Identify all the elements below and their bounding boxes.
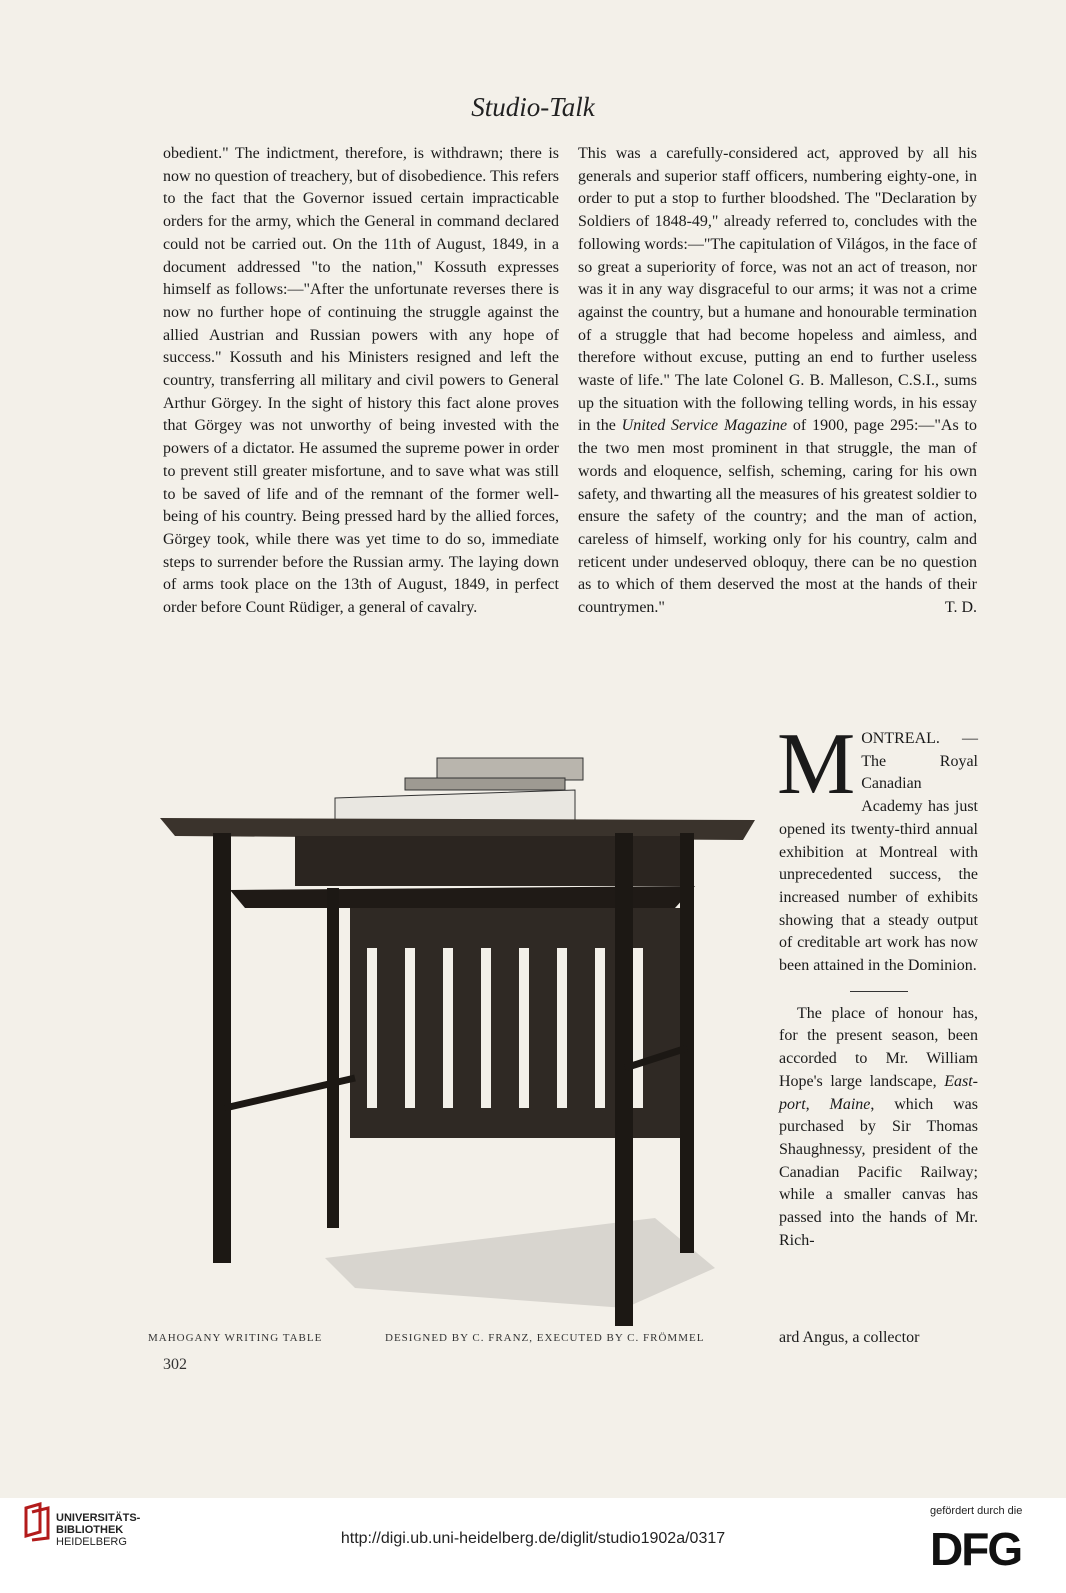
library-line-2: BIBLIOTHEK bbox=[56, 1524, 124, 1536]
text-column-right bbox=[578, 143, 977, 620]
writing-box-base bbox=[405, 778, 565, 790]
running-title: Studio-Talk bbox=[471, 92, 595, 122]
figure-caption-credit: DESIGNED BY C. FRANZ, EXECUTED BY C. FRÖMMEL bbox=[385, 1332, 705, 1344]
writing-box bbox=[437, 758, 583, 780]
funding-label: gefördert durch die bbox=[930, 1505, 1023, 1517]
figure-caption-title: MAHOGANY WRITING TABLE bbox=[148, 1332, 323, 1344]
table-shadow bbox=[325, 1218, 715, 1308]
author-signature: T. D. bbox=[944, 599, 977, 617]
magazine-title: United Service Magazine bbox=[621, 417, 788, 435]
drop-cap: M bbox=[777, 716, 856, 813]
dfg-logo: DFG bbox=[930, 1523, 1022, 1575]
montreal-section bbox=[777, 716, 979, 1252]
column-left-text: obedient." The indictment, therefore, is withdrawn; there is now no question of treachery, but of disobedience. This refers to the fact that the Governor issued certain impracticable orders for the army, which the General in command declared could not be carried out. On the 11th of August, 1849, in a document addressed "to the nation," Kossuth expresses himself as follows:—"After the unfortunate reverses there is now no further hope of continuing the struggle against the allied Austrian and Russian powers with any hope of success." Kossuth and his Ministers resigned and left the country, transferring all military and civil powers to General Arthur Görgey. In the sight of history this fact alone proves that Görgey was not unworthy of being invested with the powers of a dictator. He assumed the supreme power in order to prevent still greater misfortune, and to save what was still to be saved of life and of the remnant of the former well-being of his country. Being pressed hard by the allied forces, Görgey took, while there was yet time to do so, immediate steps to surrender before the Russian army. The laying down of arms took place on the 13th of August, 1849, in perfect order before Count Rüdiger, a general of cavalry. bbox=[163, 145, 559, 617]
library-line-1: UNIVERSITÄTS- bbox=[56, 1512, 141, 1524]
column-right-text-after: of 1900, page 295:—"As to the two men most prominent in that struggle, the man of words and eloquence, selfish, scheming, caring for his own safety, and thwarting all the measures of his greatest soldier to ensure the safety of the country; and the man of action, careless of himself, working only for his country, calm and reticent under undeserved obloquy, there can be no question as to which of them deserved the most at the hands of their countrymen." bbox=[578, 417, 977, 617]
montreal-paragraph-1-text: —The Royal Canadian Academy has just opened its twenty-third annual exhibition at Montreal with unprecedented success, the increased number of exhibits showing that a steady output of creditable art work has now been attained in the Dominion. bbox=[779, 730, 978, 975]
page-number: 302 bbox=[163, 1356, 187, 1373]
back-left-leg bbox=[327, 888, 339, 1228]
column-right-text-before: This was a carefully-considered act, approved by all his generals and superior staff officers, numbering eighty-one, in order to put a stop to further bloodshed. The "Declaration by Soldiers of 1848-49," already referred to, concludes with the following words:—"The capitulation of Világos, in the face of so great a superiority of force, was not an act of treason, nor was it in any way disgraceful to our arms; it was not a crime against the country, but a humane and honourable termination of a struggle that had become hopeless and aimless, and therefore without excuse, putting an end to further useless waste of life." The late Colonel G. B. Malleson, C.S.I., sums up the situation with the following telling words, in his essay in the bbox=[578, 145, 977, 435]
writing-table-illustration bbox=[155, 748, 765, 1326]
library-line-3: HEIDELBERG bbox=[56, 1536, 127, 1548]
painting-title: East-port, Maine bbox=[779, 1072, 978, 1113]
source-url[interactable]: http://digi.ub.uni-heidelberg.de/diglit/studio1902a/0317 bbox=[340, 1530, 726, 1547]
montreal-paragraph-1 bbox=[777, 716, 978, 978]
montreal-continuation: ard Angus, a collector bbox=[779, 1329, 920, 1346]
column-right-paragraph bbox=[578, 143, 977, 620]
section-heading: ONTREAL. bbox=[861, 730, 940, 747]
montreal-paragraph-2-after: , which was purchased by Sir Thomas Shaughnessy, president of the Canadian Pacific Railway; while a smaller canvas has passed into the hands of Mr. Rich- bbox=[779, 1095, 979, 1249]
front-right-leg bbox=[615, 833, 633, 1326]
front-left-leg bbox=[213, 833, 231, 1263]
text-column-left bbox=[163, 143, 559, 620]
section-divider bbox=[850, 991, 908, 992]
montreal-paragraph-2-before: The place of honour has, for the present season, been accorded to Mr. William Hope's large landscape, bbox=[779, 1004, 978, 1090]
back-right-leg bbox=[680, 833, 694, 1253]
montreal-paragraph-2 bbox=[779, 1003, 978, 1253]
